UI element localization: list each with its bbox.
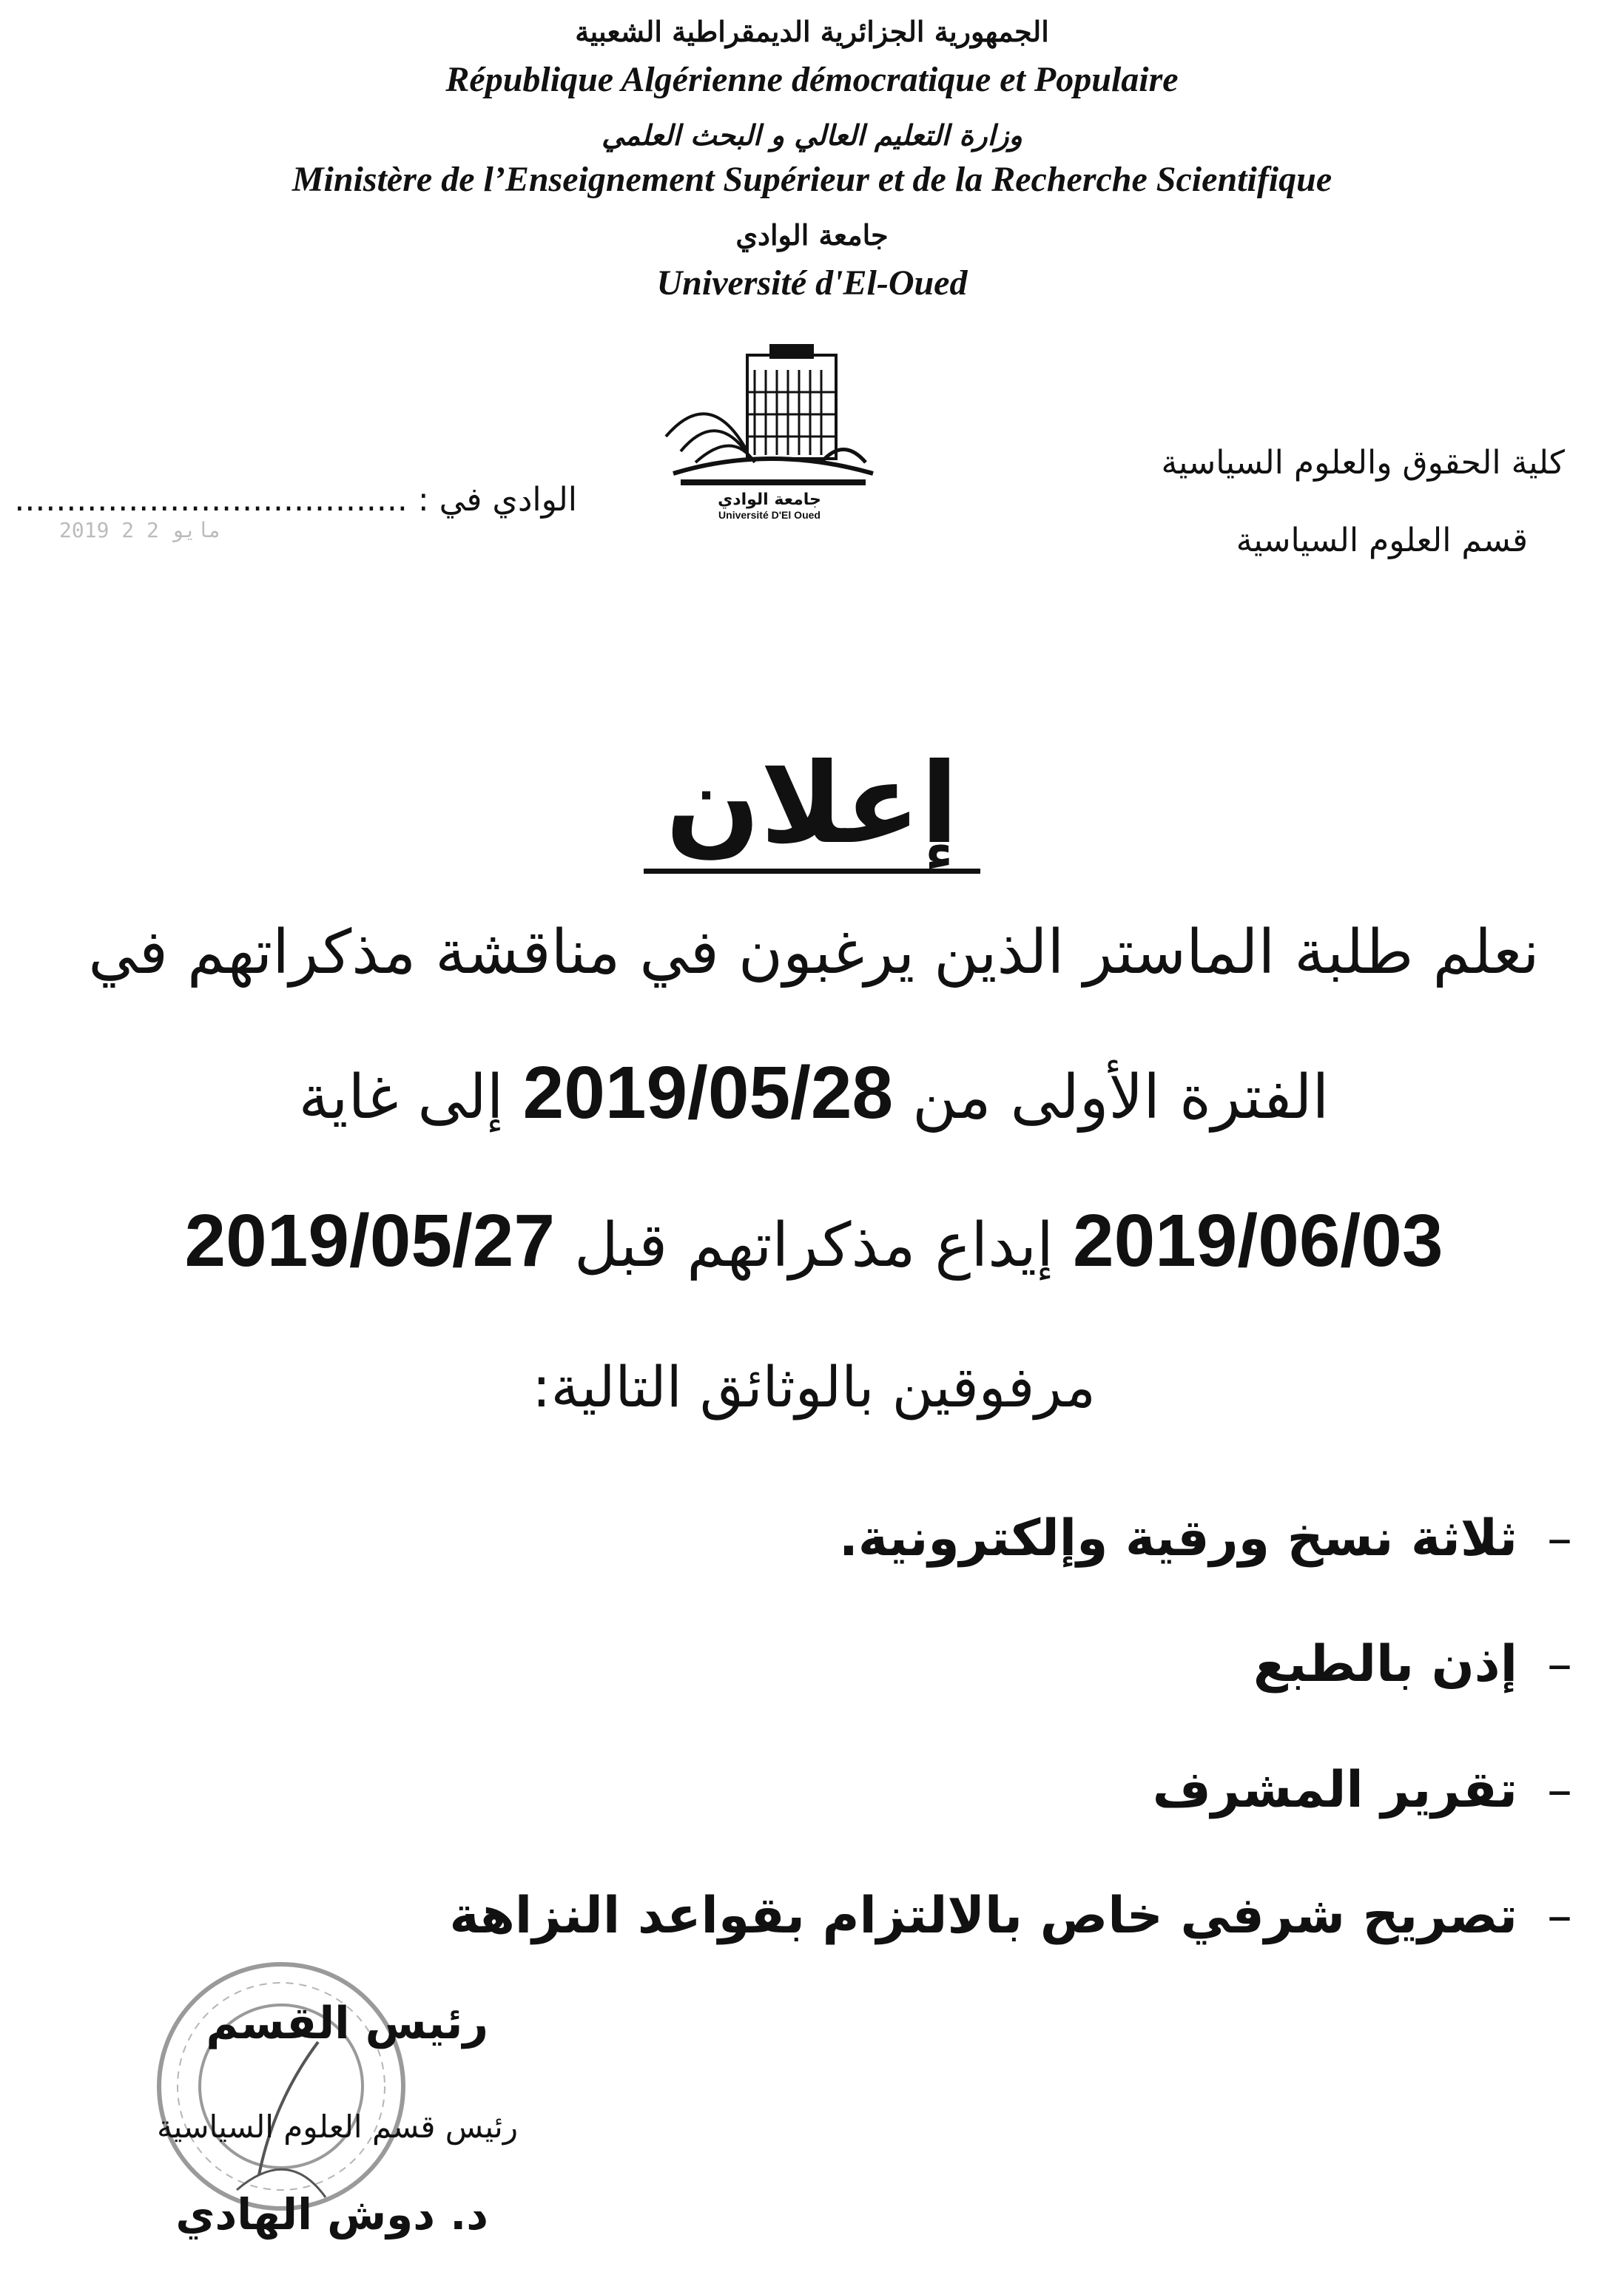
- faculty-name: كلية الحقوق والعلوم السياسية: [1161, 444, 1565, 482]
- date-dots: ......................................: [14, 481, 408, 519]
- signature-name: د. دوش الهادي: [175, 2189, 488, 2240]
- university-french: Université d'El-Oued: [656, 263, 968, 303]
- list-item: –ثلاثة نسخ ورقية وإلكترونية.: [839, 1509, 1572, 1568]
- deposit-deadline: 2019/05/27: [184, 1199, 556, 1282]
- announcement-line-4: مرفوقين بالوثائق التالية:: [531, 1354, 1096, 1420]
- signature-title: رئيس القسم: [206, 1998, 488, 2049]
- republic-arabic: الجمهورية الجزائرية الديمقراطية الشعبية: [575, 15, 1049, 48]
- logo-caption-fr: Université D'El Oued: [718, 509, 821, 521]
- line2-end: إلى غاية: [298, 1062, 504, 1133]
- announcement-title: [0, 740, 1624, 869]
- signature-role: رئيس قسم العلوم السياسية: [157, 2109, 518, 2145]
- ministry-arabic: وزارة التعليم العالي و البحث العلمي: [602, 118, 1022, 152]
- start-date: 2019/05/28: [522, 1051, 894, 1134]
- ministry-french: Ministère de l’Enseignement Supérieur et de la Recherche Scientifique: [292, 160, 1332, 199]
- date-field: [0, 481, 577, 519]
- university-arabic: جامعة الوادي: [735, 218, 889, 252]
- signature-block: [0, 1998, 518, 2240]
- republic-french: République Algérienne démocratique et Populaire: [445, 60, 1179, 99]
- required-documents-list: [314, 1509, 1572, 2012]
- university-logo: [651, 340, 888, 521]
- list-item: –تصريح شرفي خاص بالالتزام بقواعد النزاهة: [449, 1887, 1572, 1945]
- received-date-stamp: 2019 مايو 2 2: [59, 518, 222, 542]
- list-item: –تقرير المشرف: [1152, 1761, 1572, 1819]
- end-date: 2019/06/03: [1072, 1199, 1443, 1282]
- list-item: –إذن بالطبع: [1253, 1635, 1572, 1694]
- line3-text: إيداع مذكراتهم قبل: [574, 1210, 1054, 1281]
- announcement-line-2: [44, 1051, 1583, 1136]
- logo-caption-ar: جامعة الوادي: [718, 491, 821, 509]
- date-label: الوادي في :: [417, 481, 577, 519]
- announcement-line-3: [44, 1199, 1583, 1284]
- department-name: قسم العلوم السياسية: [1236, 522, 1528, 559]
- announcement-line-1: نعلم طلبة الماستر الذين يرغبون في مناقشة مذكراتهم في: [88, 917, 1540, 988]
- announcement-title-text: إعلان: [644, 740, 981, 874]
- university-building-icon: [651, 340, 888, 510]
- line2-text: الفترة الأولى من: [912, 1062, 1330, 1133]
